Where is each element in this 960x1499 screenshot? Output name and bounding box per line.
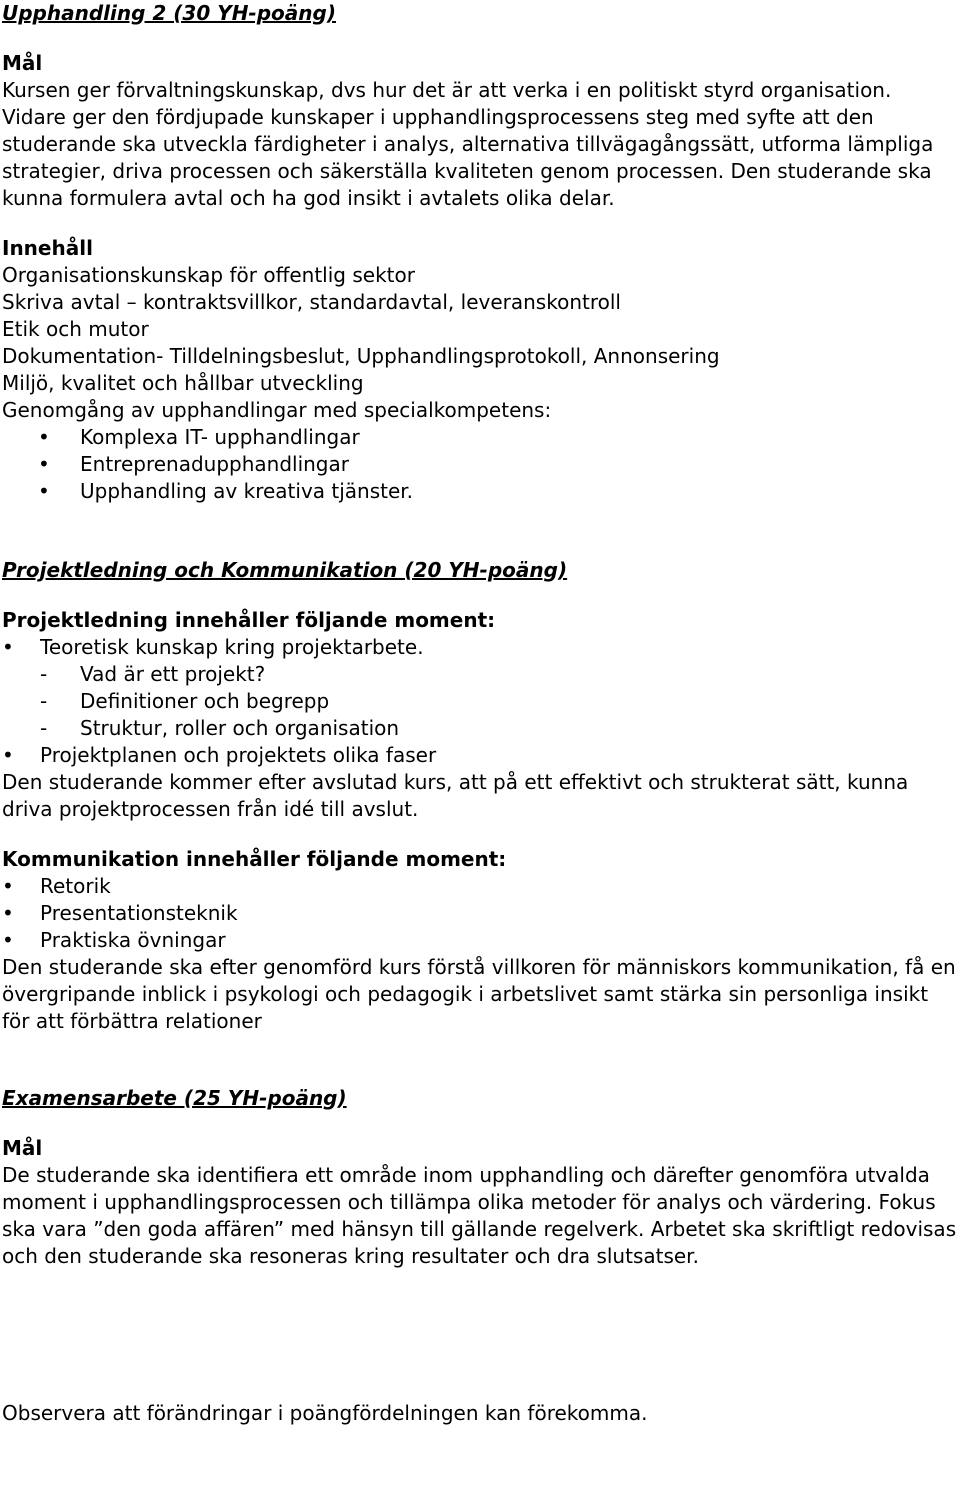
bullet-icon: • <box>38 452 50 476</box>
dash-item: - Definitioner och begrepp <box>40 689 330 713</box>
section-title-examensarbete: Examensarbete (25 YH-poäng) <box>2 1086 347 1110</box>
footer-note: Observera att förändringar i poängfördelningen kan förekomma. <box>2 1401 648 1425</box>
dash-item: - Struktur, roller och organisation <box>40 716 400 740</box>
mal-paragraph: Kursen ger förvaltningskunskap, dvs hur det är att verka i en politiskt styrd organisation. Vidare ger den fördjupade kunskaper i upphandlingsprocessens steg med syfte att den studerande ska utveckla färdigheter i analys, alternativa tillvägagångssätt, utforma lämpliga strategier, driva processen och säkerställa kvaliteten genom processen. Den studerande ska kunna formulera avtal och ha god insikt i avtalets olika delar. <box>2 78 934 210</box>
bullet-icon: • <box>38 425 50 449</box>
bullet-icon: • <box>38 479 50 503</box>
innehall-heading: Innehåll <box>2 236 93 260</box>
document-page <box>2 0 957 1427</box>
list-item: • Retorik <box>2 873 957 900</box>
list-item: • Komplexa IT- upphandlingar <box>38 425 360 449</box>
list-item: • Entreprenadupphandlingar <box>38 452 349 476</box>
list-item: • Upphandling av kreativa tjänster. <box>38 479 414 503</box>
list-item: • Projektplanen och projektets olika faser <box>2 742 957 769</box>
content-line: Genomgång av upphandlingar med specialkompetens: <box>2 398 552 422</box>
projektledning-heading: Projektledning innehåller följande moment: <box>2 608 496 632</box>
kommunikation-heading: Kommunikation innehåller följande moment: <box>2 847 507 871</box>
content-line: Miljö, kvalitet och hållbar utveckling <box>2 371 364 395</box>
content-line: Dokumentation- Tilldelningsbeslut, Upphandlingsprotokoll, Annonsering <box>2 344 720 368</box>
examensarbete-paragraph: De studerande ska identifiera ett område inom upphandling och därefter genomföra utvalda moment i upphandlingsprocessen och tillämpa olika metoder för analys och värdering. Fokus ska vara ”den goda affären” med hänsyn till gällande regelverk. Arbetet ska skriftligt redovisas och den studerande ska resoneras kring resultater och dra slutsatser. <box>2 1163 957 1268</box>
list-item: • Presentationsteknik <box>2 900 957 927</box>
list-item: • Praktiska övningar <box>2 927 957 954</box>
content-line: Etik och mutor <box>2 317 149 341</box>
dash-item: - Vad är ett projekt? <box>40 662 266 686</box>
examensarbete-mal-heading: Mål <box>2 1136 43 1160</box>
projektledning-paragraph: Den studerande kommer efter avslutad kurs, att på ett effektivt och strukterat sätt, kunna driva projektprocessen från idé till avslut. <box>2 770 909 821</box>
list-item: • Teoretisk kunskap kring projektarbete. <box>2 634 957 661</box>
content-line: Organisationskunskap för offentlig sektor <box>2 263 415 287</box>
section-title-projektledning: Projektledning och Kommunikation (20 YH-poäng) <box>2 558 568 582</box>
mal-heading: Mål <box>2 51 43 75</box>
section-title-upphandling-2: Upphandling 2 (30 YH-poäng) <box>2 1 336 25</box>
content-line: Skriva avtal – kontraktsvillkor, standardavtal, leveranskontroll <box>2 290 621 314</box>
kommunikation-paragraph: Den studerande ska efter genomförd kurs förstå villkoren för människors kommunikation, få en övergripande inblick i psykologi och pedagogik i arbetslivet samt stärka sin personliga insikt för att förbättra relationer <box>2 955 956 1033</box>
